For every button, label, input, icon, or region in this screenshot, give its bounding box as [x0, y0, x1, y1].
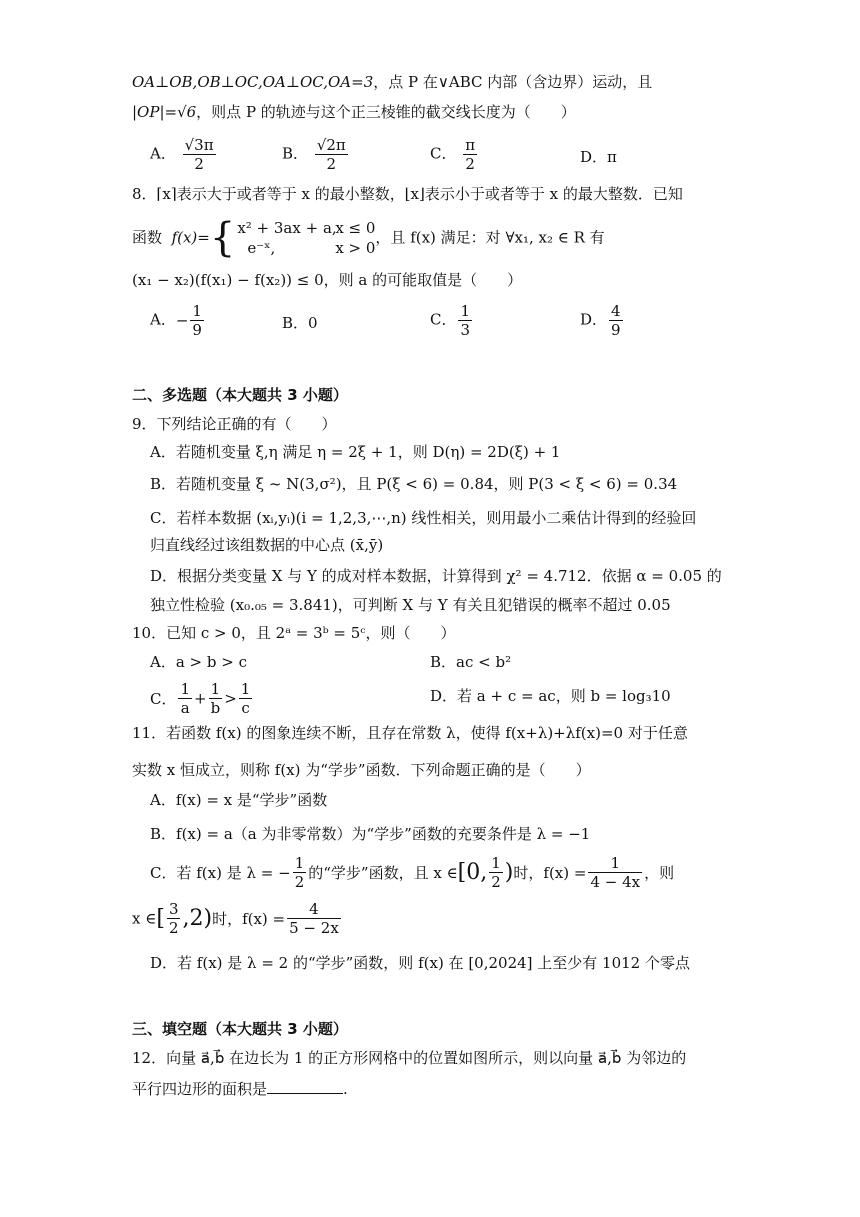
q11-c2-interval-close: ,2): [182, 906, 213, 931]
q8-option-b-label: B．: [282, 314, 309, 332]
q12-line2-text: 平行四边形的面积是: [132, 1080, 268, 1098]
q11-c2-interval-open: [: [156, 906, 165, 931]
q11-option-b: B．f(x) = a（a 为非零常数）为“学步”函数的充要条件是 λ = −1: [150, 825, 591, 843]
q11-c-middle2: 时，f(x) =: [513, 864, 587, 882]
q12-line2-period: .: [343, 1080, 348, 1098]
q10-c-num1: 1: [180, 680, 191, 698]
q10-option-b: B．ac < b²: [430, 653, 512, 671]
q11-c-interval-num: 1: [491, 854, 501, 872]
q8-piecewise-cases: [237, 218, 375, 259]
q10-option-d: D．若 a + c = ac，则 b = log₃10: [430, 687, 671, 705]
q11-stem-line1: 11．若函数 f(x) 的图象连续不断，且存在常数 λ，使得 f(x+λ)+λf(x)=0 对于任意: [132, 724, 688, 742]
q7-option-c-den: 2: [465, 155, 475, 173]
q7-condition-line: [132, 74, 652, 91]
q8-stem-line1: 8．⌈x⌉表示大于或者等于 x 的最小整数，⌊x⌋表示小于或者等于 x 的最大整数．已知: [132, 185, 683, 203]
section-heading-fill-in: 三、填空题（本大题共 3 小题）: [132, 1020, 348, 1038]
q7-question-text: ，则点 P 的轨迹与这个正三棱锥的截交线长度为（ ）: [196, 103, 576, 121]
q8-option-c-den: 3: [460, 321, 471, 339]
q8-cond2: x > 0: [335, 239, 376, 258]
q8-option-d: [580, 302, 625, 339]
q8-option-a-label: A．: [150, 310, 176, 329]
q7-option-a-den: 2: [194, 155, 204, 173]
section-heading-multiple-choice: 二、多选题（本大题共 3 小题）: [132, 386, 348, 404]
q11-c-lambda-den: 2: [294, 873, 305, 891]
q10-c-den2: b: [210, 699, 221, 717]
q8-option-c-label: C．: [430, 310, 457, 329]
q11-option-c-line1: [150, 854, 674, 891]
q9-option-a: A．若随机变量 ξ,η 满足 η = 2ξ + 1，则 D(η) = 2D(ξ) + 1: [150, 443, 561, 461]
q7-option-c-fraction: [463, 136, 477, 173]
q11-c-func-den: 4 − 4x: [590, 873, 641, 891]
q11-c-interval-den: 2: [491, 873, 501, 891]
q7-question-line: [132, 104, 576, 121]
q11-c-prefix: C．若 f(x) 是 λ = −: [150, 864, 291, 882]
q7-option-d-value: π: [607, 148, 617, 166]
q7-condition-text: ，点 P 在∨ABC 内部（含边界）运动，且: [373, 73, 653, 91]
q12-stem-line1: 12．向量 a⃗,b⃗ 在边长为 1 的正方形网格中的位置如图所示，则以向量 a⃗,b⃗ 为邻边的: [132, 1049, 687, 1067]
q8-option-a-sign: −: [175, 311, 189, 330]
q11-c-interval-close: ): [504, 860, 514, 885]
q7-option-b: [282, 136, 350, 173]
q9-option-b: B．若随机变量 ξ ~ N(3,σ²)，且 P(ξ < 6) = 0.84，则 P(3 < ξ < 6) = 0.34: [150, 475, 678, 493]
q11-stem-line2: 实数 x 恒成立，则称 f(x) 为“学步”函数．下列命题正确的是（ ）: [132, 761, 591, 779]
q11-c-middle: 的“学步”函数，且 x ∈: [308, 864, 458, 882]
q9-option-d-line2: 独立性检验 (x₀.₀₅ = 3.841)，可判断 X 与 Y 有关且犯错误的概率不超过 0.05: [150, 596, 671, 614]
q10-c-gt: >: [224, 689, 237, 708]
q10-c-den3: c: [241, 699, 250, 717]
q7-option-d: [580, 146, 617, 167]
q8-option-c-num: 1: [460, 302, 471, 320]
q8-option-d-num: 4: [611, 302, 621, 320]
q10-c-den1: a: [180, 699, 190, 717]
q10-stem: 10．已知 c > 0，且 2ᵃ = 3ᵇ = 5ᶜ，则（ ）: [132, 624, 456, 642]
q8-option-d-label: D．: [580, 310, 608, 329]
q11-c2-prefix: x ∈: [132, 909, 157, 928]
q8-piece2: e⁻ˣ,: [247, 239, 276, 258]
q10-option-c: [150, 680, 254, 717]
q7-option-b-den: 2: [326, 155, 337, 173]
q10-option-c-label: C．: [150, 690, 177, 708]
q11-c2-interval-den: 2: [168, 919, 179, 937]
q8-option-a-den: 9: [192, 321, 202, 339]
q11-c-interval-frac: [489, 854, 503, 891]
q7-option-c-label: C．: [430, 144, 457, 163]
q10-option-c-frac1: [178, 680, 192, 717]
q7-option-c: [430, 136, 479, 173]
q10-option-a: A．a > b > c: [150, 653, 247, 671]
q8-cond1: x ≤ 0: [335, 219, 376, 237]
q11-c-func-frac: [588, 854, 642, 891]
q11-c2-func-den: 5 − 2x: [289, 919, 339, 937]
q8-option-b-value: 0: [308, 314, 318, 332]
q8-piecewise-brace: {: [209, 215, 236, 262]
q8-option-d-den: 9: [611, 321, 621, 339]
q11-option-d: D．若 f(x) 是 λ = 2 的“学步”函数，则 f(x) 在 [0,2024] 上至少有 1012 个零点: [150, 954, 690, 972]
q10-option-c-frac2: [209, 680, 223, 717]
q7-option-a: [150, 136, 218, 173]
q7-option-a-num: √3π: [184, 136, 214, 154]
q8-stem-line3: (x₁ − x₂)(f(x₁) − f(x₂)) ≤ 0，则 a 的可能取值是（ ）: [132, 271, 523, 289]
q8-function-line: [132, 215, 605, 262]
q8-option-a-fraction: [190, 302, 204, 339]
q7-condition-math: OA⊥OB,OB⊥OC,OA⊥OC,OA=3: [132, 73, 374, 91]
q10-option-c-frac3: [239, 680, 253, 717]
q8-piece1: x² + 3ax + a,: [237, 219, 337, 237]
q8-option-c: [430, 302, 474, 339]
q9-option-c-line2: 归直线经过该组数据的中心点 (x̄,ȳ): [150, 536, 384, 554]
q11-c2-interval-num: 3: [168, 900, 179, 918]
q8-after-text: ，且 f(x) 满足：对 ∀x₁, x₂ ∈ R 有: [375, 228, 605, 247]
q8-option-a: [150, 302, 206, 339]
q10-c-plus: +: [194, 689, 207, 708]
q11-option-c-line2: [132, 900, 343, 937]
q7-option-b-fraction: [315, 136, 348, 173]
q7-option-b-num: √2π: [316, 136, 346, 154]
q7-option-d-label: D．: [580, 148, 608, 166]
q7-op-length: |OP|=√6: [132, 103, 197, 121]
q8-func-prefix: 函数: [132, 228, 163, 247]
q7-option-a-fraction: [183, 136, 216, 173]
q11-c2-func-num: 4: [287, 900, 341, 919]
q7-option-b-label: B．: [282, 144, 309, 163]
q11-c-interval-open: [0,: [457, 860, 488, 885]
q9-stem: 9．下列结论正确的有（ ）: [132, 415, 337, 433]
q11-c-func-num: 1: [588, 854, 642, 873]
q11-option-a: A．f(x) = x 是“学步”函数: [150, 791, 328, 809]
q10-c-num3: 1: [240, 680, 251, 698]
q9-option-c-line1: C．若样本数据 (xᵢ,yᵢ)(i = 1,2,3,⋯,n) 线性相关，则用最小二乘估计得到的经验回: [150, 509, 697, 527]
q7-option-c-num: π: [465, 136, 476, 154]
q12-stem-line2: [132, 1079, 348, 1098]
q10-c-num2: 1: [209, 680, 223, 699]
q8-option-b: [282, 312, 318, 333]
q12-answer-blank[interactable]: [267, 1079, 343, 1094]
q11-c-lambda-frac: [293, 854, 307, 891]
q11-c-lambda-num: 1: [294, 854, 305, 872]
q11-c2-middle: 时，f(x) =: [212, 910, 286, 928]
q11-c-then: ，则: [644, 864, 675, 882]
q11-c2-interval-frac: [167, 900, 181, 937]
q8-option-d-fraction: [609, 302, 623, 339]
q9-option-d-line1: D．根据分类变量 X 与 Y 的成对样本数据，计算得到 χ² = 4.712．依据 α = 0.05 的: [150, 567, 722, 585]
q8-f-of-x: f(x)=: [171, 228, 210, 247]
q8-option-c-fraction: [458, 302, 472, 339]
q8-option-a-num: 1: [192, 302, 202, 320]
q11-c2-func-frac: [287, 900, 341, 937]
q7-option-a-label: A．: [150, 144, 176, 163]
